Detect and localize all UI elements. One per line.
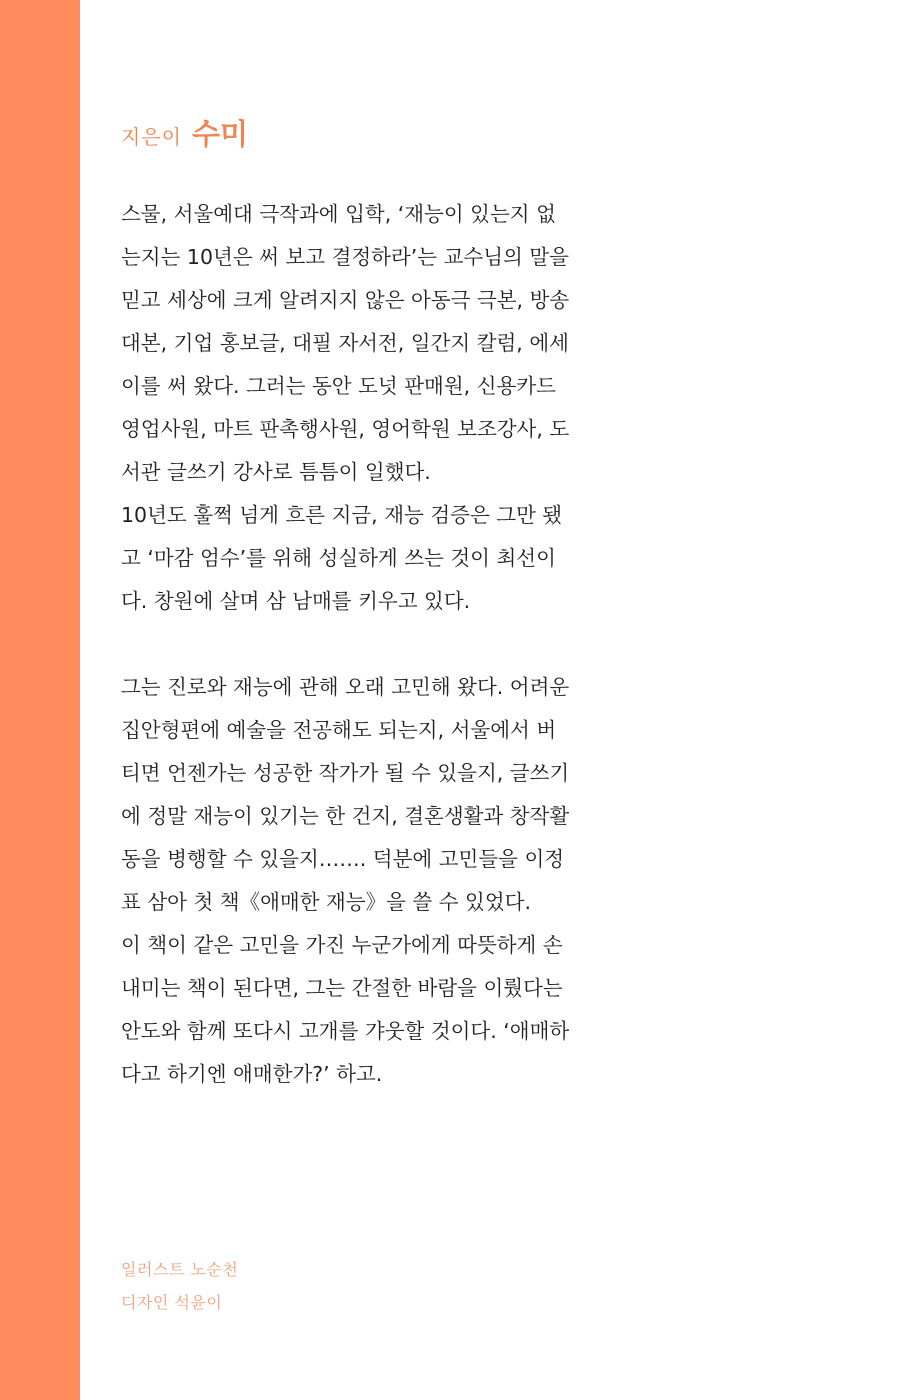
bio-line: 에 정말 재능이 있기는 한 건지, 결혼생활과 창작활 bbox=[121, 804, 570, 828]
bio-line: 10년도 훌쩍 넘게 흐른 지금, 재능 검증은 그만 됐 bbox=[121, 503, 563, 527]
bio-line: 이 책이 같은 고민을 가진 누군가에게 따뜻하게 손 bbox=[121, 933, 563, 957]
bio-line: 집안형편에 예술을 전공해도 되는지, 서울에서 버 bbox=[121, 718, 557, 742]
author-heading bbox=[121, 112, 248, 153]
design-credit: 디자인 석윤이 bbox=[121, 1293, 223, 1312]
bio-line: 스물, 서울예대 극작과에 입학, ‘재능이 있는지 없 bbox=[121, 202, 556, 226]
bio-line: 다. 창원에 살며 삼 남매를 키우고 있다. bbox=[121, 589, 471, 613]
bio-line: 안도와 함께 또다시 고개를 갸웃할 것이다. ‘애매하 bbox=[121, 1019, 570, 1043]
bio-line: 서관 글쓰기 강사로 틈틈이 일했다. bbox=[121, 460, 431, 484]
bio-line: 고 ‘마감 엄수’를 위해 성실하게 쓰는 것이 최선이 bbox=[121, 546, 556, 570]
illustration-credit: 일러스트 노순천 bbox=[121, 1260, 239, 1279]
bio-line: 이를 써 왔다. 그러는 동안 도넛 판매원, 신용카드 bbox=[121, 374, 556, 398]
bio-line: 영업사원, 마트 판촉행사원, 영어학원 보조강사, 도 bbox=[121, 417, 570, 441]
bio-line: 대본, 기업 홍보글, 대필 자서전, 일간지 칼럼, 에세 bbox=[121, 331, 569, 355]
bio-line: 다고 하기엔 애매한가?’ 하고. bbox=[121, 1062, 383, 1086]
author-role-label: 지은이 bbox=[121, 125, 182, 149]
bio-line: 는지는 10년은 써 보고 결정하라’는 교수님의 말을 bbox=[121, 245, 569, 269]
orange-side-band bbox=[0, 0, 80, 1400]
bio-line: 내미는 책이 된다면, 그는 간절한 바람을 이뤘다는 bbox=[121, 976, 563, 1000]
bio-line: 표 삼아 첫 책《애매한 재능》을 쓸 수 있었다. bbox=[121, 890, 531, 914]
bio-line: 동을 병행할 수 있을지……. 덕분에 고민들을 이정 bbox=[121, 847, 565, 871]
bio-line: 그는 진로와 재능에 관해 오래 고민해 왔다. 어려운 bbox=[121, 675, 570, 699]
author-name: 수미 bbox=[191, 117, 248, 151]
bio-line: 믿고 세상에 크게 알려지지 않은 아동극 극본, 방송 bbox=[121, 288, 570, 312]
bio-line: 티면 언젠가는 성공한 작가가 될 수 있을지, 글쓰기 bbox=[121, 761, 570, 785]
